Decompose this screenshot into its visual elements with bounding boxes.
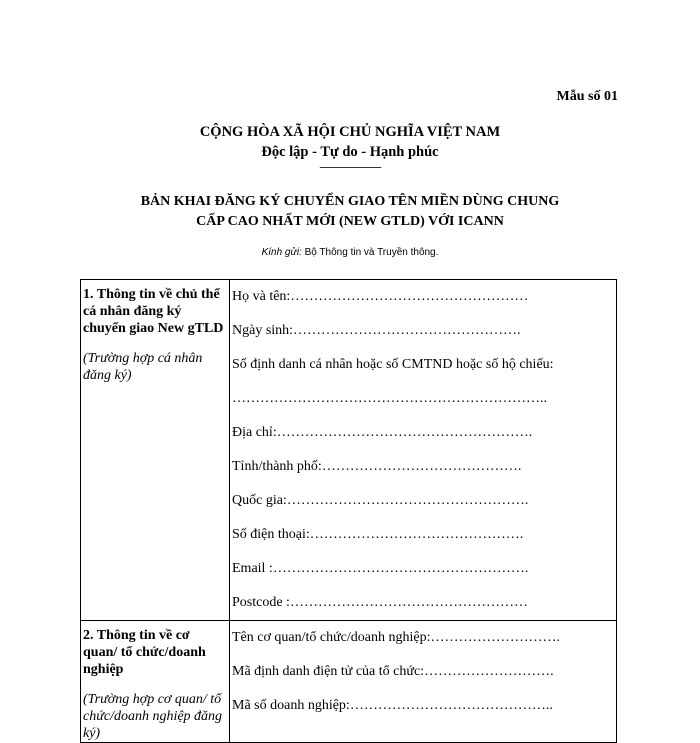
- section-organization-header: [81, 621, 230, 743]
- national-motto: Độc lập - Tự do - Hạnh phúc: [261, 144, 439, 160]
- field-date-of-birth[interactable]: Ngày sinh:………………………………………….: [232, 323, 521, 338]
- field-business-code[interactable]: Mã số doanh nghiệp:……………………………………..: [232, 698, 553, 713]
- field-id-number-label: Số định danh cá nhân hoặc số CMTND hoặc số hộ chiếu:: [232, 357, 554, 372]
- registration-form-table: [80, 279, 617, 743]
- section-organization-title: 2. Thông tin về cơ quan/ tổ chức/doanh nghiệp: [83, 628, 206, 677]
- recipient-line: [0, 247, 700, 258]
- field-address[interactable]: Địa chỉ:……………………………………………….: [232, 425, 533, 440]
- field-organization-id[interactable]: Mã định danh điện tử của tổ chức:……………………….: [232, 664, 554, 679]
- section-organization: [81, 621, 617, 743]
- document-header: [0, 122, 700, 172]
- section-individual-fields: [230, 280, 617, 621]
- document-title-line-1: BẢN KHAI ĐĂNG KÝ CHUYỂN GIAO TÊN MIỀN DÙNG CHUNG: [140, 194, 560, 209]
- section-individual-header: [81, 280, 230, 621]
- field-full-name[interactable]: Họ và tên:……………………………………………: [232, 289, 529, 304]
- recipient-value: Bộ Thông tin và Truyền thông.: [301, 247, 439, 258]
- field-postcode[interactable]: Postcode :……………………………………………: [232, 595, 528, 610]
- section-organization-note: (Trường hợp cơ quan/ tổ chức/doanh nghiệp đăng ký): [83, 692, 223, 741]
- field-id-number[interactable]: …………………………………………………………..: [232, 391, 547, 406]
- recipient-label: Kính gửi:: [261, 247, 302, 258]
- field-country[interactable]: Quốc gia:…………………………………………….: [232, 493, 529, 508]
- section-individual-note: (Trường hợp cá nhân đăng ký): [83, 351, 203, 383]
- section-individual-title: 1. Thông tin về chủ thể cá nhân đăng ký chuyển giao New gTLD: [83, 287, 224, 336]
- document-title-line-2: CẤP CAO NHẤT MỚI (NEW GTLD) VỚI ICANN: [196, 214, 504, 229]
- header-separator: -----------------------: [319, 161, 381, 173]
- section-organization-fields: [230, 621, 617, 743]
- document-title: [0, 192, 700, 232]
- field-organization-name[interactable]: Tên cơ quan/tổ chức/doanh nghiệp:……………………….: [232, 630, 560, 645]
- section-individual: [81, 280, 617, 621]
- field-province-city[interactable]: Tỉnh/thành phố:…………………………………….: [232, 459, 522, 474]
- form-number: Mẫu số 01: [556, 89, 618, 104]
- field-phone[interactable]: Số điện thoại:……………………………………….: [232, 527, 524, 542]
- field-email[interactable]: Email :……………………………………………….: [232, 561, 529, 576]
- republic-title: CỘNG HÒA XÃ HỘI CHỦ NGHĨA VIỆT NAM: [199, 124, 501, 140]
